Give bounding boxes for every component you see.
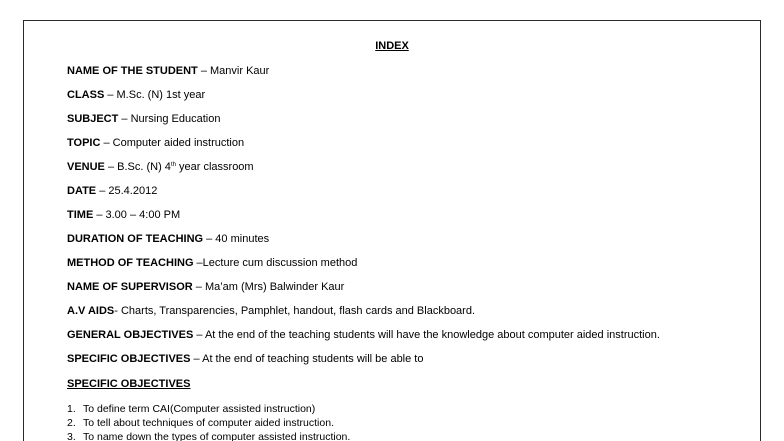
field-label: A.V AIDS [67,305,115,317]
field-label: SUBJECT [67,113,119,125]
field-student-name [67,65,269,78]
superscript-ordinal: th [170,162,176,168]
field-duration [67,233,269,246]
list-item [67,416,350,430]
list-item-text: To tell about techniques of computer aided instruction. [83,417,334,429]
section-heading-specific-objectives: SPECIFIC OBJECTIVES [67,378,191,390]
field-label: GENERAL OBJECTIVES [67,329,194,341]
field-specific-objectives [67,353,423,366]
field-value: – Computer aided instruction [100,137,245,149]
list-item-number: 3. [67,431,76,441]
field-label: CLASS [67,89,105,101]
field-value: – Nursing Education [118,113,221,125]
field-av-aids [67,305,475,318]
field-date [67,185,157,198]
field-label: TOPIC [67,137,101,149]
field-topic [67,137,244,150]
field-label: DATE [67,185,97,197]
field-value: – Manvir Kaur [197,65,270,77]
field-label: TIME [67,209,94,221]
field-value: - Charts, Transparencies, Pamphlet, handout, flash cards and Blackboard. [114,305,476,317]
list-item-text: To define term CAI(Computer assisted instruction) [83,403,316,415]
field-value-suffix: year classroom [175,161,254,173]
field-method [67,257,357,270]
list-item [67,402,350,416]
list-item-number: 2. [67,417,76,429]
field-value: – 3.00 – 4:00 PM [93,209,181,221]
field-value: – At the end of teaching students will be able to [190,353,424,365]
field-value: – 25.4.2012 [96,185,158,197]
field-class [67,89,205,102]
field-label: DURATION OF TEACHING [67,233,204,245]
field-time [67,209,180,222]
field-label: SPECIFIC OBJECTIVES [67,353,191,365]
field-subject [67,113,220,126]
list-item-number: 1. [67,403,76,415]
field-label: VENUE [67,161,105,173]
field-value: – 40 minutes [203,233,270,245]
field-venue [67,161,254,174]
field-value: –Lecture cum discussion method [193,257,358,269]
field-value: – B.Sc. (N) 4 [104,161,171,173]
field-supervisor [67,281,344,294]
field-general-objectives [67,329,660,342]
objectives-list [67,402,350,441]
field-value: – M.Sc. (N) 1st year [104,89,206,101]
document-page [23,20,761,441]
field-value: – At the end of the teaching students will have the knowledge about computer aided instruction. [193,329,660,341]
field-label: NAME OF THE STUDENT [67,65,198,77]
field-label: NAME OF SUPERVISOR [67,281,193,293]
page-title: INDEX [375,40,409,52]
field-value: – Ma’am (Mrs) Balwinder Kaur [192,281,345,293]
list-item [67,430,350,441]
list-item-text: To name down the types of computer assisted instruction. [83,431,351,441]
field-label: METHOD OF TEACHING [67,257,194,269]
